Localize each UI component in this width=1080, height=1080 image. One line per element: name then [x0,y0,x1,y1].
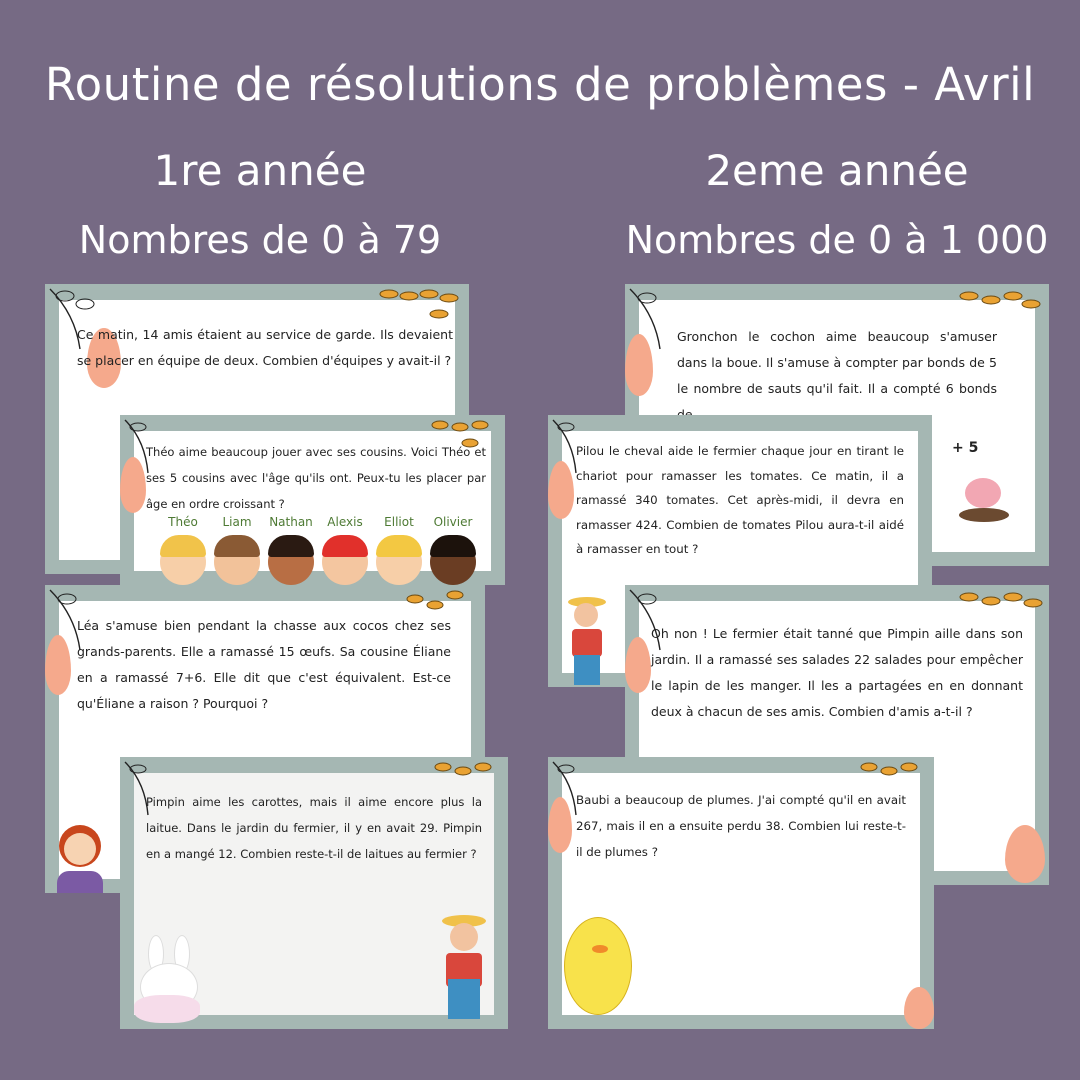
farmer-illustration [564,595,610,687]
right-grade-heading: 2eme année [705,146,969,195]
problem-text: Ce matin, 14 amis étaient au service de garde. Ils devaient se placer en équipe de deux. Combien d'équipes y avait-il ? [77,327,453,368]
name-label: Elliot [384,515,414,529]
name-label: Liam [222,515,252,529]
kid-face-icon [376,539,422,585]
problem-text: Léa s'amuse bien pendant la chasse aux cocos chez ses grands-parents. Elle a ramassé 15 œufs. Sa cousine Éliane en a ramassé 7+6. Elle dit que c'est équivalent. Est-ce qu'Éliane a raison ? Pourquoi ? [77,618,451,711]
pig-illustration [959,478,1009,524]
name-label: Olivier [433,515,473,529]
kid-face-icon [322,539,368,585]
plus-five-label: + 5 [952,440,979,456]
problem-card-4 [120,757,508,1029]
kid-face-icon [268,539,314,585]
problem-text: Pimpin aime les carottes, mais il aime encore plus la laitue. Dans le jardin du fermier, il y en avait 29. Pimpin en a mangé 12. Combien reste-t-il de laitues au fermier ? [146,795,482,861]
left-grade-heading: 1re année [153,146,367,195]
page-title: Routine de résolutions de problèmes - Avril [44,58,1036,111]
problem-text: Pilou le cheval aide le fermier chaque jour en tirant le chariot pour ramasser les tomates. Ce matin, il a ramassé 340 tomates. Cet après-midi, il devra en ramasser 424. Combien de tomates Pilou aura-t-il aidé à ramasser en tout ? [576,444,904,556]
problem-text: Théo aime beaucoup jouer avec ses cousins. Voici Théo et ses 5 cousins avec l'âge qu'ils ont. Peux-tu les placer par âge en ordre croissant ? [146,445,486,511]
egg-decoration [1005,825,1045,883]
problem-text: Baubi a beaucoup de plumes. J'ai compté qu'il en avait 267, mais il en a ensuite perdu 38. Combien lui reste-t-il de plumes ? [576,793,906,859]
farmer-illustration [432,913,496,1023]
problem-card-8 [548,757,934,1029]
bunny-illustration [130,935,210,1025]
problem-text: Oh non ! Le fermier était tanné que Pimpin aille dans son jardin. Il a ramassé ses salades 22 salades pour empêcher le lapin de les manger. Il les a partagées en en donnant deux à chacun de ses amis. Combien d'amis a-t-il ? [651,626,1023,719]
kid-face-icon [214,539,260,585]
kid-faces [160,539,484,585]
name-label: Théo [168,515,198,529]
kid-face-icon [160,539,206,585]
problem-text: Gronchon le cochon aime beaucoup s'amuser dans la boue. Il s'amuse à compter par bonds de 5 le nombre de sauts qu'il fait. Il a compté 6 bonds [677,329,997,396]
right-range-heading: Nombres de 0 à 1 000 [625,218,1049,262]
chick-illustration [554,917,638,1021]
egg-decoration [904,987,934,1029]
problem-card-2 [120,415,505,585]
girl-illustration [53,825,107,893]
left-range-heading: Nombres de 0 à 79 [78,218,442,262]
names-row [156,515,480,529]
name-label: Nathan [269,515,313,529]
kid-face-icon [430,539,476,585]
name-label: Alexis [327,515,363,529]
